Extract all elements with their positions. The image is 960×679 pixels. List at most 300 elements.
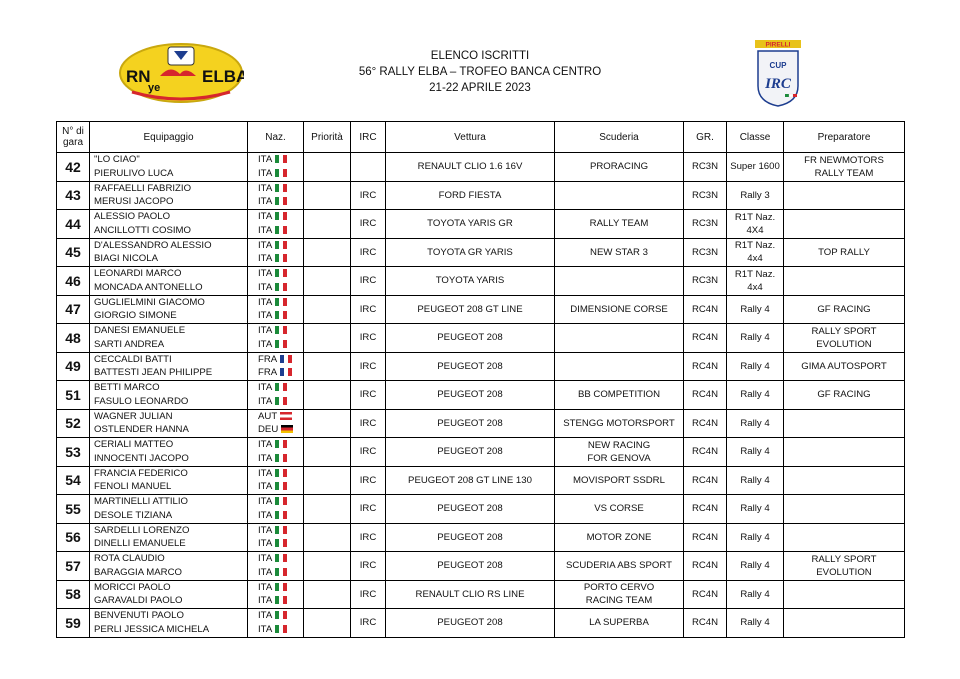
nationality-cell	[248, 324, 304, 353]
team-cell	[555, 352, 684, 381]
team-cell	[555, 438, 684, 467]
team-cell	[555, 466, 684, 495]
group-cell: RC3N	[684, 238, 727, 267]
table-row	[57, 495, 905, 524]
class-cell: R1T Naz. 4x4	[727, 238, 784, 267]
nationality-cell	[248, 381, 304, 410]
priority-cell	[304, 438, 351, 467]
team-line-2: RACING TEAM	[585, 595, 653, 607]
driver-name: WAGNER JULIAN	[94, 410, 173, 422]
class-cell: Rally 4	[727, 295, 784, 324]
car-cell: PEUGEOT 208	[386, 552, 555, 581]
preparer-cell	[784, 495, 905, 524]
table-row	[57, 466, 905, 495]
group-cell: RC3N	[684, 153, 727, 182]
col-header-team: Scuderia	[555, 122, 684, 153]
irc-cup-logo	[752, 38, 804, 108]
team-line-1: NEW RACING	[587, 439, 651, 451]
race-number: 45	[57, 238, 90, 267]
crew-cell	[90, 181, 248, 210]
flag-icon	[280, 355, 292, 363]
team-line-1: MOVISPORT SSDRL	[573, 474, 665, 486]
priority-cell	[304, 295, 351, 324]
nationality-cell	[248, 238, 304, 267]
class-cell: Rally 3	[727, 181, 784, 210]
race-number: 42	[57, 153, 90, 182]
codriver-nationality: ITA	[258, 196, 273, 208]
preparer-cell	[784, 267, 905, 296]
flag-icon	[275, 326, 287, 334]
driver-name: RAFFAELLI FABRIZIO	[94, 182, 192, 194]
preparer-cell	[784, 153, 905, 182]
race-number: 58	[57, 580, 90, 609]
team-line-1: VS CORSE	[594, 503, 644, 515]
race-number: 49	[57, 352, 90, 381]
codriver-name: BIAGI NICOLA	[94, 253, 158, 265]
priority-cell	[304, 609, 351, 638]
class-cell: Rally 4	[727, 409, 784, 438]
irc-cell: IRC	[351, 267, 386, 296]
codriver-nationality: ITA	[258, 595, 273, 607]
preparer-cell	[784, 409, 905, 438]
codriver-name: OSTLENDER HANNA	[94, 424, 189, 436]
irc-cell: IRC	[351, 181, 386, 210]
group-cell: RC4N	[684, 409, 727, 438]
driver-name: "LO CIAO"	[94, 154, 140, 166]
class-cell: Rally 4	[727, 609, 784, 638]
driver-name: D'ALESSANDRO ALESSIO	[94, 239, 212, 251]
codriver-nationality: ITA	[258, 452, 273, 464]
team-cell	[555, 580, 684, 609]
title-line-2: 56° RALLY ELBA – TROFEO BANCA CENTRO	[358, 66, 602, 78]
team-cell	[555, 609, 684, 638]
col-header-car: Vettura	[386, 122, 555, 153]
title-line-3: 21-22 APRILE 2023	[429, 82, 531, 94]
race-number: 55	[57, 495, 90, 524]
flag-icon	[275, 397, 287, 405]
preparer-cell	[784, 438, 905, 467]
car-cell: PEUGEOT 208	[386, 409, 555, 438]
nationality-cell	[248, 466, 304, 495]
nationality-cell	[248, 210, 304, 239]
preparer-cell	[784, 352, 905, 381]
car-cell: TOYOTA YARIS GR	[386, 210, 555, 239]
team-line-1: LA SUPERBA	[589, 617, 649, 629]
codriver-name: DINELLI EMANUELE	[94, 538, 186, 550]
class-cell: Rally 4	[727, 381, 784, 410]
preparer-cell	[784, 295, 905, 324]
driver-nationality: ITA	[258, 325, 273, 337]
driver-nationality: ITA	[258, 239, 273, 251]
class-cell: Super 1600	[727, 153, 784, 182]
priority-cell	[304, 552, 351, 581]
driver-name: LEONARDI MARCO	[94, 268, 182, 280]
driver-name: BETTI MARCO	[94, 382, 160, 394]
nationality-cell	[248, 267, 304, 296]
codriver-nationality: ITA	[258, 167, 273, 179]
irc-cell: IRC	[351, 324, 386, 353]
class-cell: R1T Naz. 4x4	[727, 267, 784, 296]
driver-nationality: ITA	[258, 382, 273, 394]
codriver-name: INNOCENTI JACOPO	[94, 452, 189, 464]
preparer-line-2: RALLY TEAM	[814, 167, 874, 179]
irc-cell: IRC	[351, 609, 386, 638]
team-line-1: RALLY TEAM	[589, 218, 649, 230]
team-cell	[555, 409, 684, 438]
race-number: 59	[57, 609, 90, 638]
car-cell: PEUGEOT 208	[386, 352, 555, 381]
flag-icon	[275, 482, 287, 490]
crew-cell	[90, 352, 248, 381]
team-cell	[555, 552, 684, 581]
team-line-1: STENGG MOTORSPORT	[563, 417, 675, 429]
table-row	[57, 352, 905, 381]
preparer-line-1: FR NEWMOTORS	[804, 154, 884, 166]
table-row	[57, 523, 905, 552]
nationality-cell	[248, 609, 304, 638]
team-cell	[555, 238, 684, 267]
driver-nationality: ITA	[258, 268, 273, 280]
crew-cell	[90, 324, 248, 353]
document-title	[330, 48, 630, 96]
flag-icon	[280, 368, 292, 376]
flag-icon	[275, 340, 287, 348]
crew-cell	[90, 409, 248, 438]
codriver-nationality: FRA	[258, 367, 278, 379]
driver-nationality: FRA	[258, 353, 278, 365]
col-header-num: N° di gara	[57, 122, 90, 153]
car-cell: TOYOTA YARIS	[386, 267, 555, 296]
table-row	[57, 210, 905, 239]
preparer-cell	[784, 181, 905, 210]
irc-cell: IRC	[351, 495, 386, 524]
svg-text:RN: RN	[126, 67, 151, 86]
crew-cell	[90, 466, 248, 495]
preparer-line-1: GF RACING	[817, 303, 871, 315]
irc-cell: IRC	[351, 580, 386, 609]
team-cell	[555, 381, 684, 410]
preparer-line-2: EVOLUTION	[816, 566, 872, 578]
team-cell	[555, 181, 684, 210]
crew-cell	[90, 609, 248, 638]
class-cell: Rally 4	[727, 552, 784, 581]
car-cell: PEUGEOT 208	[386, 495, 555, 524]
table-row	[57, 552, 905, 581]
svg-text:CUP: CUP	[769, 61, 787, 70]
race-number: 56	[57, 523, 90, 552]
driver-name: SARDELLI LORENZO	[94, 524, 190, 536]
flag-icon	[275, 625, 287, 633]
group-cell: RC4N	[684, 381, 727, 410]
preparer-line-1: GF RACING	[817, 389, 871, 401]
flag-icon	[275, 155, 287, 163]
car-cell: PEUGEOT 208	[386, 324, 555, 353]
flag-icon	[275, 611, 287, 619]
table-row	[57, 438, 905, 467]
team-line-1: SCUDERIA ABS SPORT	[566, 560, 672, 572]
race-number: 52	[57, 409, 90, 438]
nationality-cell	[248, 438, 304, 467]
codriver-nationality: ITA	[258, 481, 273, 493]
priority-cell	[304, 495, 351, 524]
irc-cell	[351, 153, 386, 182]
nationality-cell	[248, 352, 304, 381]
team-cell	[555, 210, 684, 239]
crew-cell	[90, 381, 248, 410]
col-header-group: GR.	[684, 122, 727, 153]
preparer-cell	[784, 210, 905, 239]
crew-cell	[90, 210, 248, 239]
car-cell: RENAULT CLIO 1.6 16V	[386, 153, 555, 182]
driver-name: CERIALI MATTEO	[94, 439, 174, 451]
car-cell: TOYOTA GR YARIS	[386, 238, 555, 267]
codriver-nationality: ITA	[258, 310, 273, 322]
race-number: 54	[57, 466, 90, 495]
title-line-1: ELENCO ISCRITTI	[430, 50, 530, 62]
preparer-line-1: TOP RALLY	[818, 246, 870, 258]
group-cell: RC4N	[684, 495, 727, 524]
car-cell: PEUGEOT 208 GT LINE 130	[386, 466, 555, 495]
priority-cell	[304, 210, 351, 239]
irc-cell: IRC	[351, 523, 386, 552]
group-cell: RC4N	[684, 609, 727, 638]
svg-text:PIRELLI: PIRELLI	[765, 41, 791, 49]
nationality-cell	[248, 295, 304, 324]
codriver-name: ANCILLOTTI COSIMO	[94, 224, 192, 236]
flag-icon	[275, 197, 287, 205]
flag-icon	[275, 440, 287, 448]
class-cell: Rally 4	[727, 352, 784, 381]
table-row	[57, 324, 905, 353]
group-cell: RC3N	[684, 210, 727, 239]
driver-nationality: ITA	[258, 154, 273, 166]
nationality-cell	[248, 495, 304, 524]
driver-nationality: ITA	[258, 439, 273, 451]
team-line-1: PORTO CERVO	[583, 582, 655, 594]
flag-icon	[275, 539, 287, 547]
flag-icon	[275, 596, 287, 604]
preparer-cell	[784, 381, 905, 410]
team-line-1: NEW STAR 3	[590, 246, 648, 258]
race-number: 43	[57, 181, 90, 210]
driver-name: BENVENUTI PAOLO	[94, 610, 184, 622]
flag-icon	[275, 583, 287, 591]
team-line-1: PRORACING	[589, 161, 649, 173]
team-cell	[555, 295, 684, 324]
table-row	[57, 295, 905, 324]
irc-cell: IRC	[351, 381, 386, 410]
group-cell: RC4N	[684, 552, 727, 581]
crew-cell	[90, 552, 248, 581]
class-cell: Rally 4	[727, 580, 784, 609]
race-number: 51	[57, 381, 90, 410]
class-cell: Rally 4	[727, 495, 784, 524]
nationality-cell	[248, 409, 304, 438]
nationality-cell	[248, 580, 304, 609]
flag-icon	[275, 226, 287, 234]
codriver-name: GIORGIO SIMONE	[94, 310, 177, 322]
flag-icon	[275, 511, 287, 519]
codriver-nationality: ITA	[258, 224, 273, 236]
preparer-line-2: EVOLUTION	[816, 338, 872, 350]
car-cell: PEUGEOT 208	[386, 438, 555, 467]
svg-text:ye: ye	[148, 82, 161, 94]
table-row	[57, 580, 905, 609]
driver-name: ROTA CLAUDIO	[94, 553, 165, 565]
team-line-1: MOTOR ZONE	[586, 531, 652, 543]
flag-icon	[275, 241, 287, 249]
class-cell: Rally 4	[727, 438, 784, 467]
nationality-cell	[248, 153, 304, 182]
crew-cell	[90, 238, 248, 267]
irc-cell: IRC	[351, 352, 386, 381]
driver-name: DANESI EMANUELE	[94, 325, 186, 337]
preparer-line-1: RALLY SPORT	[811, 325, 877, 337]
irc-cell: IRC	[351, 210, 386, 239]
codriver-name: PERLI JESSICA MICHELA	[94, 623, 210, 635]
priority-cell	[304, 324, 351, 353]
team-line-1: DIMENSIONE CORSE	[570, 303, 668, 315]
col-header-class: Classe	[727, 122, 784, 153]
priority-cell	[304, 352, 351, 381]
codriver-name: FASULO LEONARDO	[94, 395, 189, 407]
codriver-nationality: ITA	[258, 395, 273, 407]
svg-text:IRC: IRC	[765, 76, 791, 92]
priority-cell	[304, 181, 351, 210]
crew-cell	[90, 438, 248, 467]
codriver-nationality: ITA	[258, 538, 273, 550]
flag-icon	[275, 169, 287, 177]
col-header-naz: Naz.	[248, 122, 304, 153]
flag-icon	[275, 497, 287, 505]
codriver-nationality: ITA	[258, 623, 273, 635]
crew-cell	[90, 295, 248, 324]
class-cell: Rally 4	[727, 324, 784, 353]
table-row	[57, 409, 905, 438]
preparer-cell	[784, 324, 905, 353]
driver-nationality: ITA	[258, 182, 273, 194]
race-number: 47	[57, 295, 90, 324]
class-cell: R1T Naz. 4X4	[727, 210, 784, 239]
flag-icon	[275, 269, 287, 277]
codriver-name: BATTESTI JEAN PHILIPPE	[94, 367, 213, 379]
table-row	[57, 181, 905, 210]
group-cell: RC4N	[684, 466, 727, 495]
nationality-cell	[248, 181, 304, 210]
table-header-row	[57, 122, 905, 153]
entry-list-table	[56, 121, 905, 638]
driver-name: ALESSIO PAOLO	[94, 211, 171, 223]
group-cell: RC4N	[684, 352, 727, 381]
col-header-crew: Equipaggio	[90, 122, 248, 153]
crew-cell	[90, 267, 248, 296]
class-cell: Rally 4	[727, 523, 784, 552]
car-cell: PEUGEOT 208	[386, 381, 555, 410]
codriver-name: DESOLE TIZIANA	[94, 509, 173, 521]
driver-name: FRANCIA FEDERICO	[94, 467, 188, 479]
preparer-cell	[784, 238, 905, 267]
rally-elba-logo	[118, 42, 244, 104]
flag-icon	[275, 184, 287, 192]
driver-name: CECCALDI BATTI	[94, 353, 172, 365]
race-number: 53	[57, 438, 90, 467]
preparer-cell	[784, 552, 905, 581]
table-row	[57, 381, 905, 410]
preparer-line-1: RALLY SPORT	[811, 553, 877, 565]
col-header-irc: IRC	[351, 122, 386, 153]
car-cell: PEUGEOT 208 GT LINE	[386, 295, 555, 324]
col-header-priority: Priorità	[304, 122, 351, 153]
team-cell	[555, 324, 684, 353]
codriver-nationality: ITA	[258, 281, 273, 293]
nationality-cell	[248, 552, 304, 581]
crew-cell	[90, 495, 248, 524]
preparer-cell	[784, 466, 905, 495]
table-row	[57, 267, 905, 296]
codriver-nationality: ITA	[258, 253, 273, 265]
driver-nationality: ITA	[258, 211, 273, 223]
codriver-nationality: DEU	[258, 424, 279, 436]
flag-icon	[280, 412, 292, 420]
codriver-name: PIERULIVO LUCA	[94, 167, 174, 179]
nationality-cell	[248, 523, 304, 552]
priority-cell	[304, 381, 351, 410]
priority-cell	[304, 409, 351, 438]
car-cell: PEUGEOT 208	[386, 609, 555, 638]
team-cell	[555, 267, 684, 296]
priority-cell	[304, 267, 351, 296]
flag-icon	[275, 254, 287, 262]
irc-cell: IRC	[351, 552, 386, 581]
irc-cell: IRC	[351, 466, 386, 495]
priority-cell	[304, 580, 351, 609]
race-number: 48	[57, 324, 90, 353]
driver-name: MORICCI PAOLO	[94, 581, 171, 593]
priority-cell	[304, 466, 351, 495]
priority-cell	[304, 523, 351, 552]
group-cell: RC4N	[684, 438, 727, 467]
codriver-nationality: ITA	[258, 338, 273, 350]
codriver-name: SARTI ANDREA	[94, 338, 165, 350]
priority-cell	[304, 153, 351, 182]
irc-cell: IRC	[351, 438, 386, 467]
codriver-name: GARAVALDI PAOLO	[94, 595, 183, 607]
group-cell: RC4N	[684, 324, 727, 353]
driver-nationality: AUT	[258, 410, 278, 422]
flag-icon	[281, 425, 293, 433]
flag-icon	[275, 454, 287, 462]
team-cell	[555, 153, 684, 182]
class-cell: Rally 4	[727, 466, 784, 495]
preparer-line-1: GIMA AUTOSPORT	[801, 360, 887, 372]
driver-nationality: ITA	[258, 467, 273, 479]
driver-nationality: ITA	[258, 553, 273, 565]
irc-cell: IRC	[351, 409, 386, 438]
codriver-nationality: ITA	[258, 566, 273, 578]
car-cell: FORD FIESTA	[386, 181, 555, 210]
flag-icon	[275, 212, 287, 220]
race-number: 46	[57, 267, 90, 296]
driver-nationality: ITA	[258, 496, 273, 508]
flag-icon	[275, 526, 287, 534]
team-cell	[555, 495, 684, 524]
race-number: 57	[57, 552, 90, 581]
svg-text:ELBA: ELBA	[202, 67, 244, 86]
driver-name: MARTINELLI ATTILIO	[94, 496, 189, 508]
preparer-cell	[784, 523, 905, 552]
table-row	[57, 153, 905, 182]
race-number: 44	[57, 210, 90, 239]
